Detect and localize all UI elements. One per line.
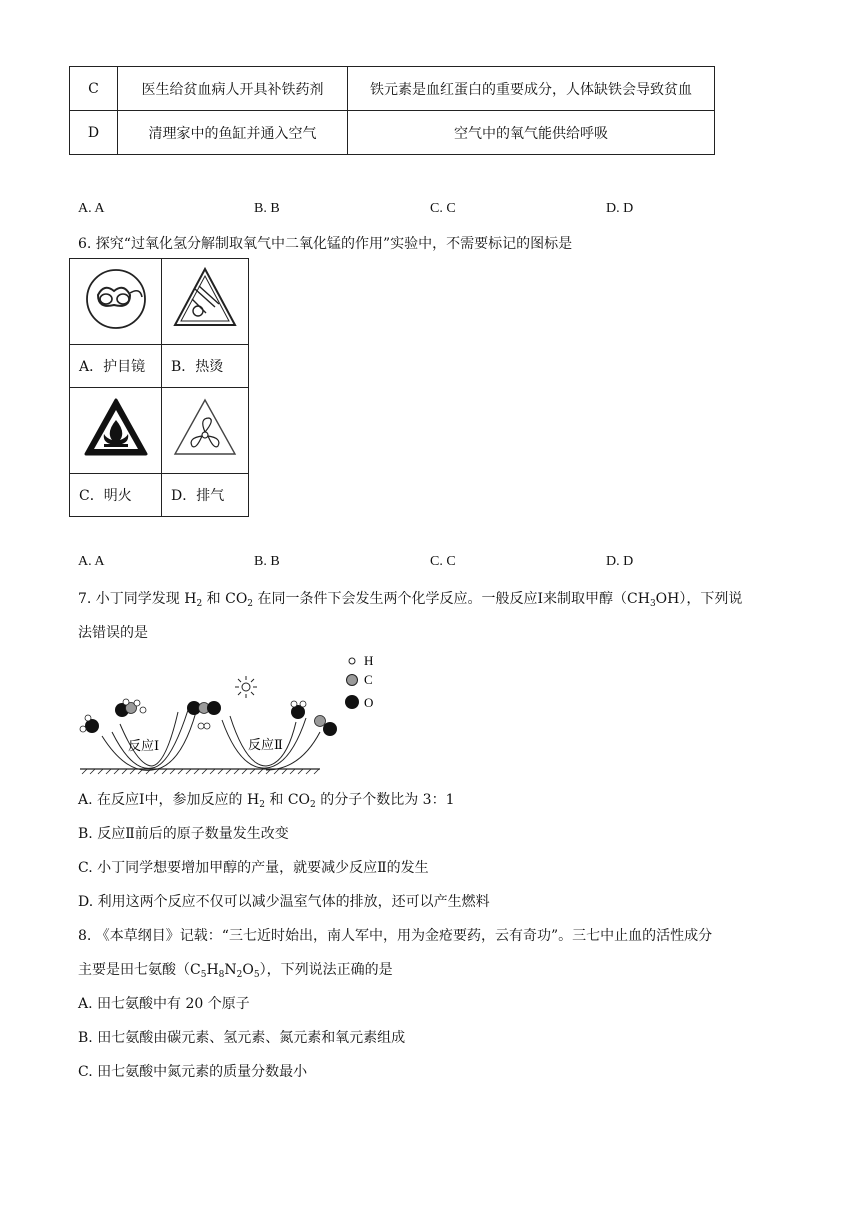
- q8-stem-line2: [78, 959, 393, 980]
- choice-d[interactable]: D. D: [606, 201, 634, 216]
- q6-choices: [78, 554, 798, 572]
- row-label: D: [70, 111, 118, 155]
- q7-text: OH），下列说: [655, 591, 743, 607]
- reaction2-label: 反应Ⅱ: [248, 738, 283, 753]
- q8-stem: 8. 《本草纲目》记载：“三七近时始出，南人军中，用为金疮要药，云有奇功”。三七中止血的活性成分: [78, 928, 713, 944]
- legend-o-label: O: [364, 695, 374, 710]
- hot-surface-cell: [162, 259, 249, 345]
- co2-molecule: [187, 701, 221, 715]
- subscript: 5: [200, 970, 207, 980]
- table-row: [70, 67, 715, 111]
- q7-option-d[interactable]: D. 利用这两个反应不仅可以减少温室气体的排放，还可以产生燃料: [78, 894, 490, 910]
- legend-c-label: C: [364, 672, 373, 687]
- choice-b[interactable]: B. B: [254, 201, 280, 216]
- q5-choices: [78, 201, 798, 219]
- subscript: 2: [247, 599, 254, 609]
- q8-option-a[interactable]: A. 田七氨酸中有 20 个原子: [78, 996, 250, 1012]
- goggles-label: A．护目镜: [70, 345, 162, 388]
- subscript: 3: [649, 599, 656, 609]
- q6-stem: 6. 探究“过氧化氢分解制取氧气中二氧化锰的作用”实验中，不需要标记的图标是: [78, 236, 573, 252]
- subscript: 8: [218, 970, 225, 980]
- goggles-cell: [70, 259, 162, 345]
- q7-text: 7. 小丁同学发现 H: [78, 591, 197, 607]
- choice-a[interactable]: A. A: [78, 201, 105, 216]
- flame-label: C．明火: [70, 474, 162, 517]
- water-molecule: [291, 701, 306, 719]
- q7-stem: [78, 588, 742, 609]
- exhaust-cell: [162, 388, 249, 474]
- option-text: A. 在反应Ⅰ中，参加反应的 H: [78, 792, 260, 808]
- q7-text: 在同一条件下会发生两个化学反应。一般反应Ⅰ来制取甲醇（CH: [253, 591, 650, 607]
- subscript: 5: [253, 970, 260, 980]
- choice-d[interactable]: D. D: [606, 554, 634, 569]
- formula-symbol: H: [206, 962, 219, 978]
- formula-symbol: O: [242, 962, 254, 978]
- reaction-diagram: [70, 650, 400, 775]
- q8-option-c[interactable]: C. 田七氨酸中氮元素的质量分数最小: [78, 1064, 308, 1080]
- subscript: 2: [196, 599, 203, 609]
- row-explanation: 空气中的氧气能供给呼吸: [348, 111, 715, 155]
- surface-hatch: [82, 769, 319, 774]
- co-molecule: [315, 716, 338, 737]
- subscript: 2: [310, 800, 316, 810]
- legend-o-atom: [345, 695, 359, 709]
- row-explanation: 铁元素是血红蛋白的重要成分，人体缺铁会导致贫血: [348, 67, 715, 111]
- hot-surface-label: B．热烫: [162, 345, 249, 388]
- formula-symbol: N: [224, 962, 237, 978]
- legend-c-atom: [347, 675, 358, 686]
- option-text: 和 CO: [264, 792, 311, 808]
- goggles-icon: [70, 259, 161, 340]
- q7-stem-line2: 法错误的是: [78, 625, 148, 641]
- q8-text: ），下列说法正确的是: [259, 962, 393, 978]
- flame-cell: [70, 388, 162, 474]
- option-text: 的分子个数比为 3：1: [315, 792, 455, 808]
- choice-a[interactable]: A. A: [78, 554, 105, 569]
- q7-option-b[interactable]: B. 反应Ⅱ前后的原子数量发生改变: [78, 826, 289, 842]
- choice-b[interactable]: B. B: [254, 554, 280, 569]
- row-label: C: [70, 67, 118, 111]
- methanol-molecule: [115, 699, 146, 717]
- light-icon: [235, 676, 257, 698]
- subscript: 2: [259, 800, 265, 810]
- q7-option-c[interactable]: C. 小丁同学想要增加甲醇的产量，就要减少反应Ⅱ的发生: [78, 860, 429, 876]
- table-row: [70, 111, 715, 155]
- q7-text: 和 CO: [202, 591, 248, 607]
- q8-text: 主要是田七氨酸（C: [78, 962, 201, 978]
- row-action: 医生给贫血病人开具补铁药剂: [118, 67, 348, 111]
- open-flame-icon: [70, 388, 161, 469]
- choice-c[interactable]: C. C: [430, 201, 456, 216]
- exhaust-fan-icon: [162, 388, 248, 469]
- safety-icon-table: [69, 258, 249, 517]
- q7-option-a[interactable]: [78, 789, 454, 810]
- h2-molecule: [198, 723, 210, 729]
- info-table: [69, 66, 715, 155]
- subscript: 2: [236, 970, 243, 980]
- methanol-molecule: [80, 715, 99, 733]
- reaction1-label: 反应Ⅰ: [128, 739, 160, 754]
- hot-surface-icon: [162, 259, 248, 340]
- legend-h-label: H: [364, 653, 374, 668]
- exhaust-label: D．排气: [162, 474, 249, 517]
- legend-h-atom: [349, 658, 355, 664]
- choice-c[interactable]: C. C: [430, 554, 456, 569]
- q8-option-b[interactable]: B. 田七氨酸由碳元素、氢元素、氮元素和氧元素组成: [78, 1030, 406, 1046]
- row-action: 清理家中的鱼缸并通入空气: [118, 111, 348, 155]
